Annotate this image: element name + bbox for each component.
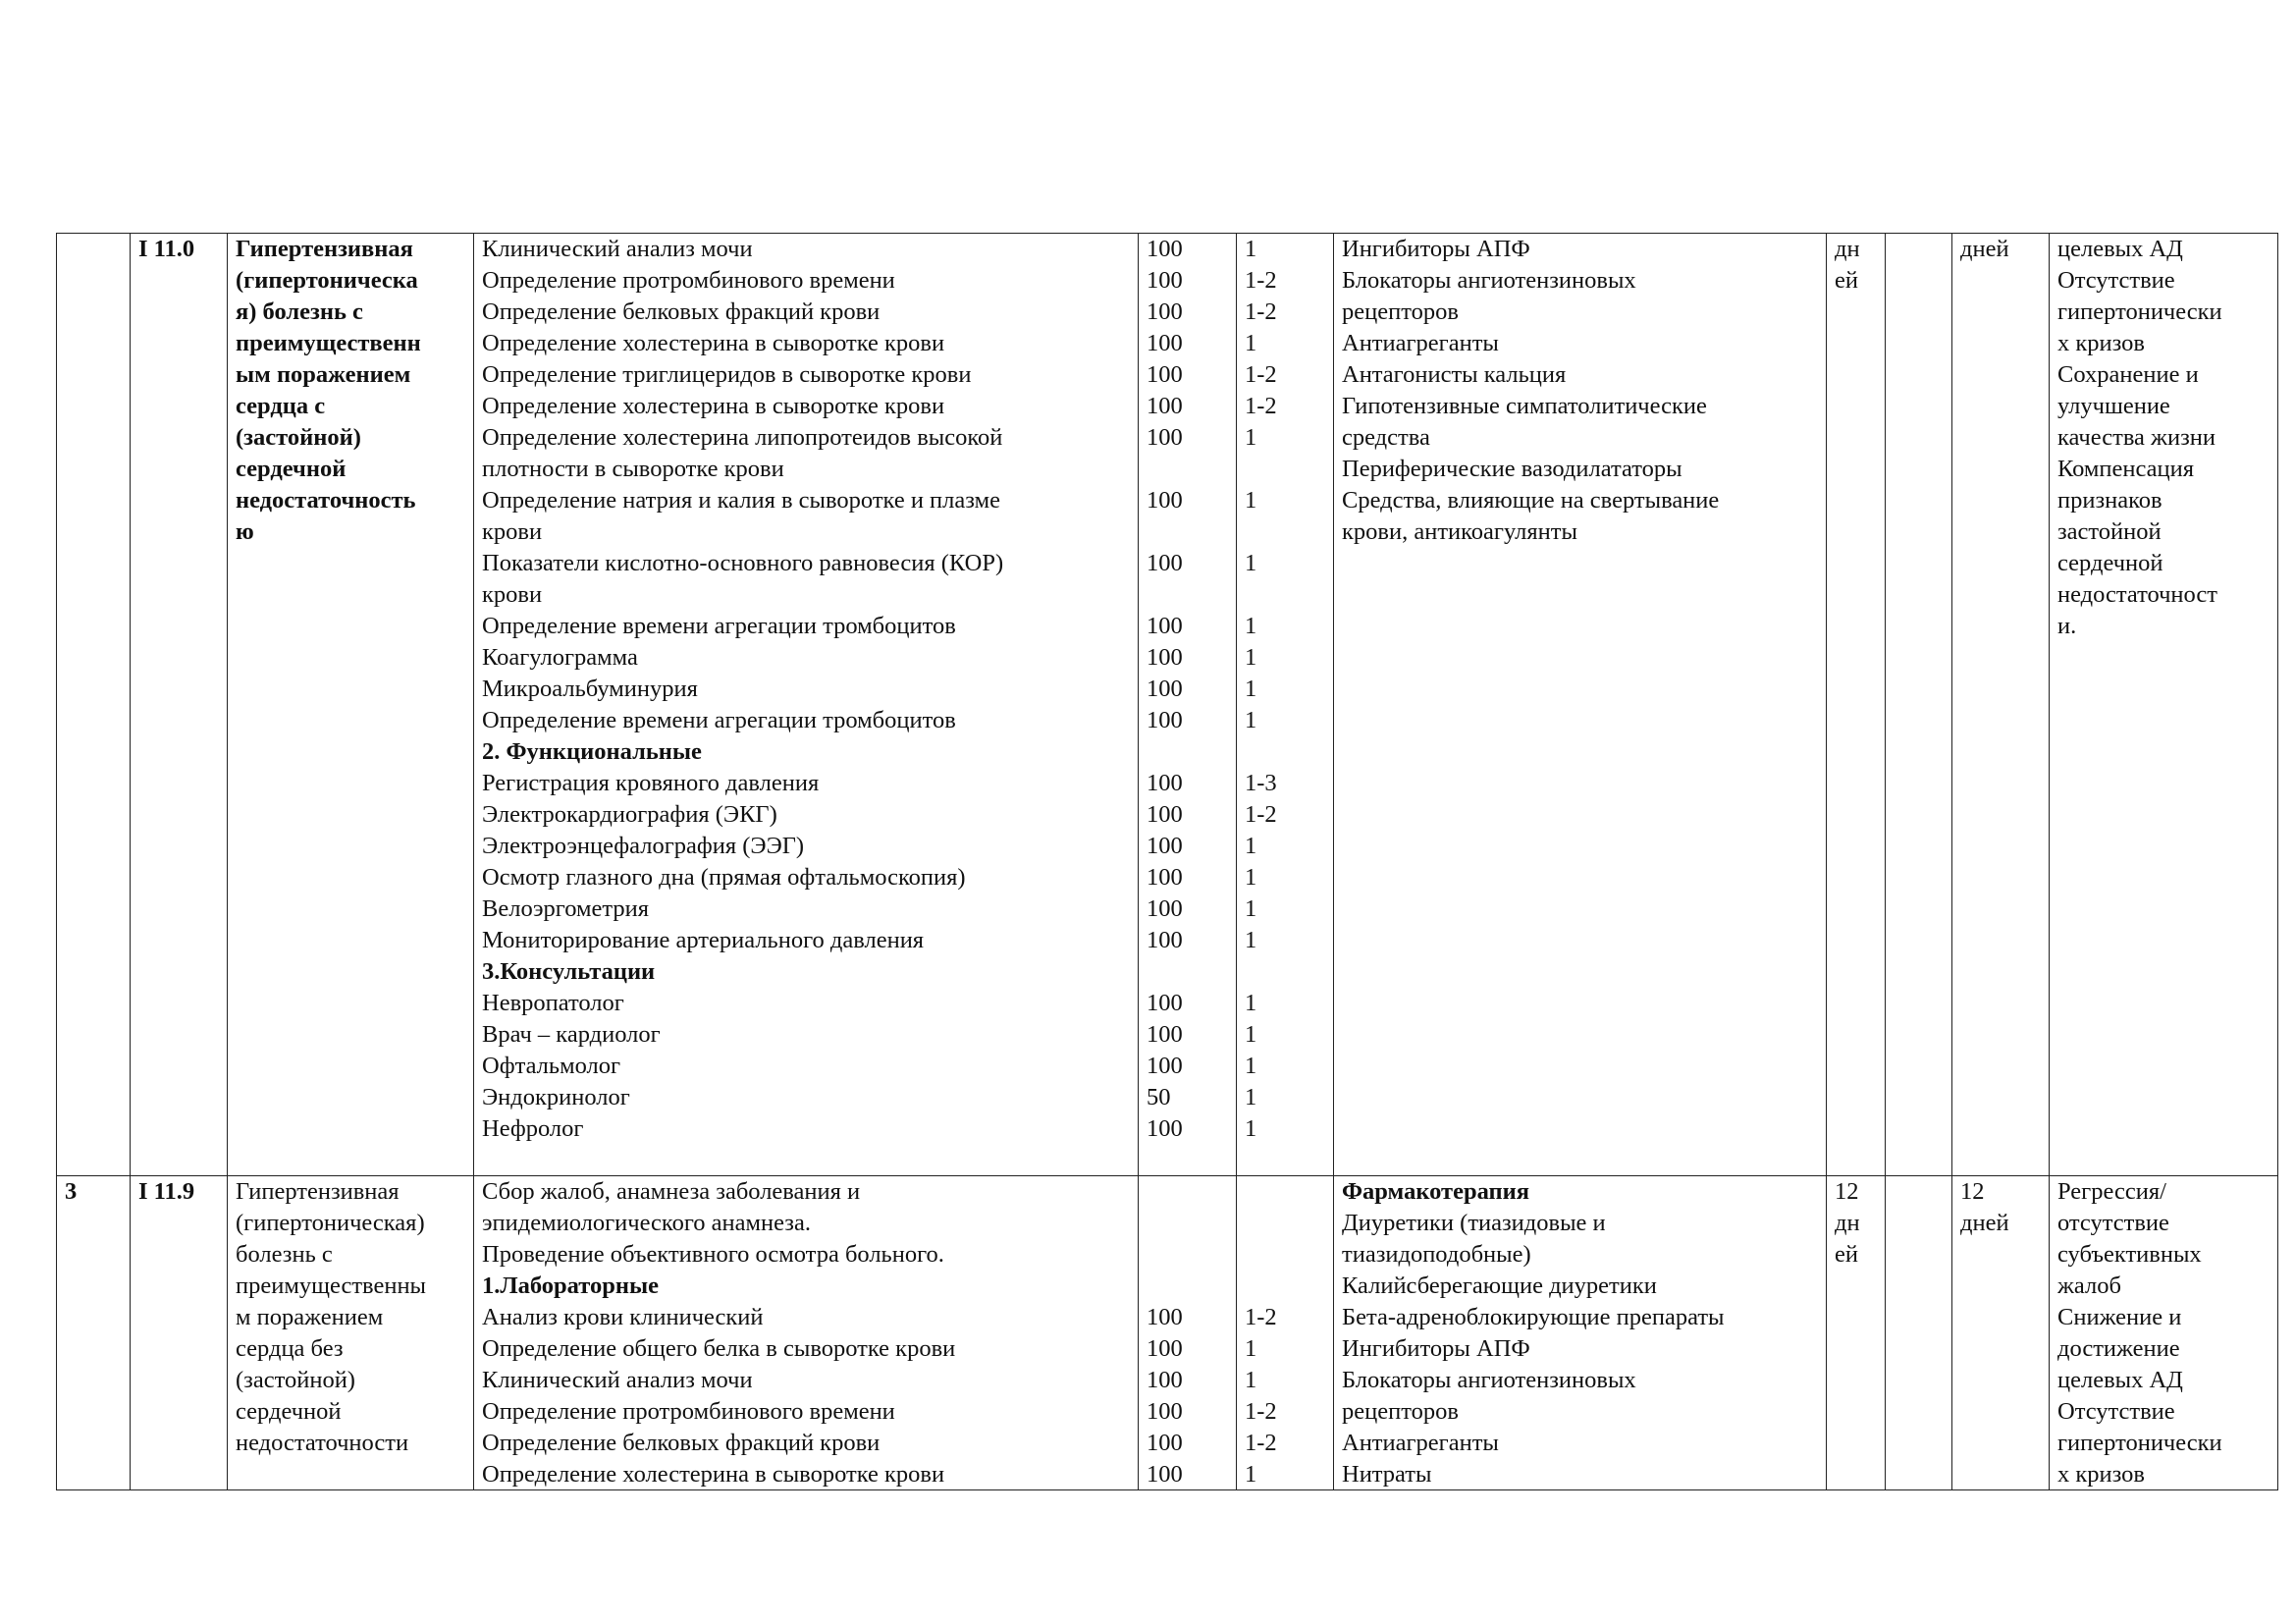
outcome-line: улучшение: [2057, 393, 2170, 419]
service-frequency: 1: [1245, 1115, 1257, 1142]
service-frequency: 1-2: [1245, 1430, 1277, 1456]
outcome-cell: [2050, 234, 2278, 1176]
outcome-line: Отсутствие: [2057, 1398, 2175, 1425]
service-frequency: 1: [1245, 424, 1257, 451]
service-item: Определение белковых фракций крови: [482, 298, 881, 325]
icd-code: I 11.9: [138, 1178, 195, 1205]
empty: [1894, 1176, 1944, 1489]
condition-cell: [228, 234, 474, 1176]
treatment-item: Антиагреганты: [1342, 330, 1499, 356]
duration-cell: [1827, 1176, 1886, 1490]
service-percent: 100: [1147, 393, 1183, 419]
treatment-list: [1342, 234, 1818, 1175]
service-percent: 100: [1147, 644, 1183, 671]
service-item: Проведение объективного осмотра больного.: [482, 1241, 944, 1268]
service-percent: 100: [1147, 236, 1183, 262]
service-frequency: 1: [1245, 613, 1257, 639]
service-item: Определение общего белка в сыворотке крови: [482, 1335, 956, 1362]
service-percent: 100: [1147, 1115, 1183, 1142]
outcome-line: застойной: [2057, 518, 2162, 545]
row-number: [65, 234, 122, 1175]
treatment-item: Антиагреганты: [1342, 1430, 1499, 1456]
service-item: Анализ крови клинический: [482, 1304, 764, 1330]
treatment-item: рецепторов: [1342, 298, 1459, 325]
service-frequency: 1-2: [1245, 393, 1277, 419]
condition-line: я) болезнь с: [236, 298, 363, 325]
service-percent: [1147, 736, 1228, 768]
service-percent: 100: [1147, 676, 1183, 702]
service-percent: 100: [1147, 1304, 1183, 1330]
condition-line: преимущественны: [236, 1272, 427, 1299]
empty: [1894, 234, 1944, 1175]
service-frequency: [1245, 1176, 1325, 1208]
service-item: Определение протромбинового времени: [482, 267, 895, 294]
service-frequency: 1: [1245, 927, 1257, 953]
service-percent: 100: [1147, 1367, 1183, 1393]
duration-days-line: дней: [1960, 236, 2009, 262]
service-item: плотности в сыворотке крови: [482, 456, 784, 482]
treatment-item: Бета-адреноблокирующие препараты: [1342, 1304, 1725, 1330]
condition-line: преимущественн: [236, 330, 421, 356]
service-item: крови: [482, 581, 543, 608]
service-frequency: 1-2: [1245, 801, 1277, 828]
outcome-line: субъективных: [2057, 1241, 2202, 1268]
condition-name: [236, 1176, 465, 1489]
outcome-line: Компенсация: [2057, 456, 2195, 482]
outcome-line: отсутствие: [2057, 1210, 2169, 1236]
condition-line: сердечной: [236, 456, 347, 482]
service-percent: 100: [1147, 361, 1183, 388]
treatment-item: рецепторов: [1342, 1398, 1459, 1425]
duration: [1835, 234, 1877, 1175]
service-percent: 100: [1147, 1053, 1183, 1079]
table-body: [57, 234, 2278, 1490]
empty-cell: [1886, 234, 1952, 1176]
duration-days-line: 12: [1960, 1178, 1985, 1205]
service-frequency: 1: [1245, 1021, 1257, 1048]
service-percent: 100: [1147, 707, 1183, 733]
duration-line: 12: [1835, 1178, 1859, 1205]
service-item: Электрокардиография (ЭКГ): [482, 801, 777, 828]
condition-line: недостаточности: [236, 1430, 409, 1456]
treatment-item: средства: [1342, 424, 1430, 451]
outcome-line: сердечной: [2057, 550, 2163, 576]
condition-line: сердечной: [236, 1398, 342, 1425]
duration-line: ей: [1835, 1241, 1858, 1268]
treatment-item: Калийсберегающие диуретики: [1342, 1272, 1657, 1299]
services-list: [482, 234, 1130, 1175]
service-item: Определение холестерина в сыворотке крови: [482, 330, 945, 356]
service-frequency: 1: [1245, 990, 1257, 1016]
outcome-line: признаков: [2057, 487, 2163, 514]
duration-cell: [1827, 234, 1886, 1176]
service-percent: [1147, 1208, 1228, 1239]
services-cell: [474, 1176, 1139, 1490]
outcome-line: Отсутствие: [2057, 267, 2175, 294]
treatment-cell: [1334, 1176, 1827, 1490]
service-percent: 100: [1147, 990, 1183, 1016]
service-item: Микроальбуминурия: [482, 676, 698, 702]
row-number: 3: [65, 1178, 78, 1205]
service-percent: 100: [1147, 550, 1183, 576]
outcome: [2057, 234, 2269, 1175]
service-percent: 100: [1147, 298, 1183, 325]
service-frequency: 1: [1245, 833, 1257, 859]
treatment-item: Антагонисты кальция: [1342, 361, 1567, 388]
condition-line: (гипертоническа: [236, 267, 418, 294]
condition-line: болезнь с: [236, 1241, 333, 1268]
service-percent: 100: [1147, 864, 1183, 891]
service-item: Определение времени агрегации тромбоцитов: [482, 613, 956, 639]
service-frequency: 1: [1245, 1084, 1257, 1110]
service-percent: [1147, 1271, 1228, 1302]
service-percent: [1147, 1176, 1228, 1208]
outcome-line: недостаточност: [2057, 581, 2217, 608]
service-frequency: 1: [1245, 1461, 1257, 1488]
duration-days: [1960, 1176, 2041, 1489]
frequency-cell: [1237, 234, 1334, 1176]
service-frequency: 1: [1245, 1335, 1257, 1362]
service-item: крови: [482, 518, 543, 545]
treatment-item: Гипотензивные симпатолитические: [1342, 393, 1707, 419]
service-item: Определение триглицеридов в сыворотке крови: [482, 361, 972, 388]
treatment-item: Ингибиторы АПФ: [1342, 236, 1530, 262]
treatment-item: Ингибиторы АПФ: [1342, 1335, 1530, 1362]
duration-line: дн: [1835, 236, 1860, 262]
service-frequency: 1: [1245, 236, 1257, 262]
row-number-cell: [57, 234, 131, 1176]
outcome-line: гипертонически: [2057, 298, 2222, 325]
percent-list: [1147, 1176, 1228, 1489]
service-frequency: 1-2: [1245, 1304, 1277, 1330]
outcome-line: жалоб: [2057, 1272, 2121, 1299]
service-item: Определение холестерина в сыворотке крови: [482, 1461, 945, 1488]
duration-days-cell: [1952, 1176, 2050, 1490]
duration-days-line: дней: [1960, 1210, 2009, 1236]
treatment-item: Блокаторы ангиотензиновых: [1342, 1367, 1636, 1393]
service-frequency: 1: [1245, 1367, 1257, 1393]
service-percent: [1147, 1239, 1228, 1271]
service-item: Определение белковых фракций крови: [482, 1430, 881, 1456]
treatment-heading: Фармакотерапия: [1342, 1178, 1529, 1205]
outcome-line: достижение: [2057, 1335, 2180, 1362]
duration: [1835, 1176, 1877, 1489]
outcome-line: Регрессия/: [2057, 1178, 2166, 1205]
condition-line: м поражением: [236, 1304, 384, 1330]
document-sheet: [56, 233, 2277, 1490]
service-item: Осмотр глазного дна (прямая офтальмоскопия): [482, 864, 966, 891]
service-percent: 100: [1147, 895, 1183, 922]
service-frequency: 1-2: [1245, 1398, 1277, 1425]
service-frequency: [1245, 1208, 1325, 1239]
condition-line: Гипертензивная: [236, 1178, 400, 1205]
service-percent: 100: [1147, 1461, 1183, 1488]
service-percent: 100: [1147, 487, 1183, 514]
outcome-line: целевых АД: [2057, 236, 2183, 262]
duration-days-cell: [1952, 234, 2050, 1176]
condition-line: (застойной): [236, 424, 361, 451]
outcome-line: качества жизни: [2057, 424, 2216, 451]
condition-line: Гипертензивная: [236, 236, 413, 262]
services-cell: [474, 234, 1139, 1176]
service-item: Невропатолог: [482, 990, 624, 1016]
service-frequency: [1245, 736, 1325, 768]
service-frequency: [1245, 579, 1325, 611]
service-item: Велоэргометрия: [482, 895, 649, 922]
service-percent: 100: [1147, 927, 1183, 953]
service-item: эпидемиологического анамнеза.: [482, 1210, 811, 1236]
service-item: Регистрация кровяного давления: [482, 770, 820, 796]
service-frequency: [1245, 454, 1325, 485]
service-item: Мониторирование артериального давления: [482, 927, 925, 953]
icd-code-cell: [131, 1176, 228, 1490]
percent-list: [1147, 234, 1228, 1175]
service-percent: 100: [1147, 801, 1183, 828]
service-item: Клинический анализ мочи: [482, 236, 753, 262]
condition-line: сердца с: [236, 393, 326, 419]
row-number-cell: [57, 1176, 131, 1490]
empty-cell: [1886, 1176, 1952, 1490]
treatment-item: Средства, влияющие на свертывание: [1342, 487, 1720, 514]
service-percent: 100: [1147, 267, 1183, 294]
service-percent: 100: [1147, 1430, 1183, 1456]
service-frequency: 1: [1245, 487, 1257, 514]
treatment-item: тиазидоподобные): [1342, 1241, 1531, 1268]
services-list: [482, 1176, 1130, 1489]
service-item: Клинический анализ мочи: [482, 1367, 753, 1393]
outcome-line: Снижение и: [2057, 1304, 2182, 1330]
service-frequency: 1-2: [1245, 267, 1277, 294]
outcome-line: целевых АД: [2057, 1367, 2183, 1393]
service-percent: 100: [1147, 330, 1183, 356]
percent-cell: [1139, 234, 1237, 1176]
service-frequency: 1: [1245, 864, 1257, 891]
duration-line: дн: [1835, 1210, 1860, 1236]
condition-line: ю: [236, 518, 254, 545]
service-frequency: 1-2: [1245, 361, 1277, 388]
condition-cell: [228, 1176, 474, 1490]
frequency-list: [1245, 1176, 1325, 1489]
service-item: Определение холестерина липопротеидов высокой: [482, 424, 1003, 451]
service-item: Электроэнцефалография (ЭЭГ): [482, 833, 805, 859]
outcome-line: и.: [2057, 613, 2077, 639]
section-heading: 3.Консультации: [482, 958, 656, 985]
service-frequency: 1: [1245, 707, 1257, 733]
service-frequency: [1245, 516, 1325, 548]
treatment-item: Нитраты: [1342, 1461, 1432, 1488]
service-frequency: [1245, 1239, 1325, 1271]
service-frequency: 1: [1245, 330, 1257, 356]
outcome-cell: [2050, 1176, 2278, 1490]
duration-line: ей: [1835, 267, 1858, 294]
outcome-line: х кризов: [2057, 1461, 2145, 1488]
service-percent: 100: [1147, 1398, 1183, 1425]
icd-code-cell: [131, 234, 228, 1176]
service-percent: [1147, 454, 1228, 485]
service-frequency: [1245, 1271, 1325, 1302]
service-item: Коагулограмма: [482, 644, 638, 671]
service-percent: [1147, 579, 1228, 611]
table-row: [57, 1176, 2278, 1490]
treatment-item: Диуретики (тиазидовые и: [1342, 1210, 1606, 1236]
service-percent: [1147, 516, 1228, 548]
service-item: Нефролог: [482, 1115, 584, 1142]
service-item: Сбор жалоб, анамнеза заболевания и: [482, 1178, 861, 1205]
outcome: [2057, 1176, 2269, 1489]
icd-code: I 11.0: [138, 236, 195, 262]
service-frequency: 1-2: [1245, 298, 1277, 325]
service-frequency: 1-3: [1245, 770, 1277, 796]
service-percent: [1147, 956, 1228, 988]
service-item: Определение времени агрегации тромбоцитов: [482, 707, 956, 733]
service-frequency: 1: [1245, 550, 1257, 576]
condition-line: недостаточность: [236, 487, 416, 514]
condition-line: сердца без: [236, 1335, 344, 1362]
service-item: Эндокринолог: [482, 1084, 630, 1110]
duration-days: [1960, 234, 2041, 1175]
service-frequency: [1245, 956, 1325, 988]
service-percent: 100: [1147, 833, 1183, 859]
condition-line: (застойной): [236, 1367, 355, 1393]
table-row: [57, 234, 2278, 1176]
section-heading: 1.Лабораторные: [482, 1272, 660, 1299]
percent-cell: [1139, 1176, 1237, 1490]
condition-line: (гипертоническая): [236, 1210, 425, 1236]
service-item: Определение натрия и калия в сыворотке и плазме: [482, 487, 1000, 514]
service-frequency: 1: [1245, 895, 1257, 922]
condition-line: ым поражением: [236, 361, 411, 388]
frequency-list: [1245, 234, 1325, 1175]
treatment-cell: [1334, 234, 1827, 1176]
service-percent: 50: [1147, 1084, 1171, 1110]
section-heading: 2. Функциональные: [482, 738, 702, 765]
service-percent: 100: [1147, 613, 1183, 639]
outcome-line: гипертонически: [2057, 1430, 2222, 1456]
service-item: Показатели кислотно-основного равновесия (КОР): [482, 550, 1004, 576]
outcome-line: х кризов: [2057, 330, 2145, 356]
service-percent: 100: [1147, 770, 1183, 796]
service-frequency: 1: [1245, 1053, 1257, 1079]
service-percent: 100: [1147, 1335, 1183, 1362]
frequency-cell: [1237, 1176, 1334, 1490]
service-item: Врач – кардиолог: [482, 1021, 661, 1048]
service-percent: 100: [1147, 1021, 1183, 1048]
outcome-line: Сохранение и: [2057, 361, 2199, 388]
condition-name: [236, 234, 465, 1175]
treatment-item: Блокаторы ангиотензиновых: [1342, 267, 1636, 294]
service-item: Определение протромбинового времени: [482, 1398, 895, 1425]
treatment-item: крови, антикоагулянты: [1342, 518, 1577, 545]
service-item: Офтальмолог: [482, 1053, 621, 1079]
service-percent: 100: [1147, 424, 1183, 451]
treatment-standards-table: [56, 233, 2278, 1490]
service-frequency: 1: [1245, 644, 1257, 671]
treatment-list: [1342, 1176, 1818, 1489]
treatment-item: Периферические вазодилататоры: [1342, 456, 1682, 482]
service-item: Определение холестерина в сыворотке крови: [482, 393, 945, 419]
service-frequency: 1: [1245, 676, 1257, 702]
